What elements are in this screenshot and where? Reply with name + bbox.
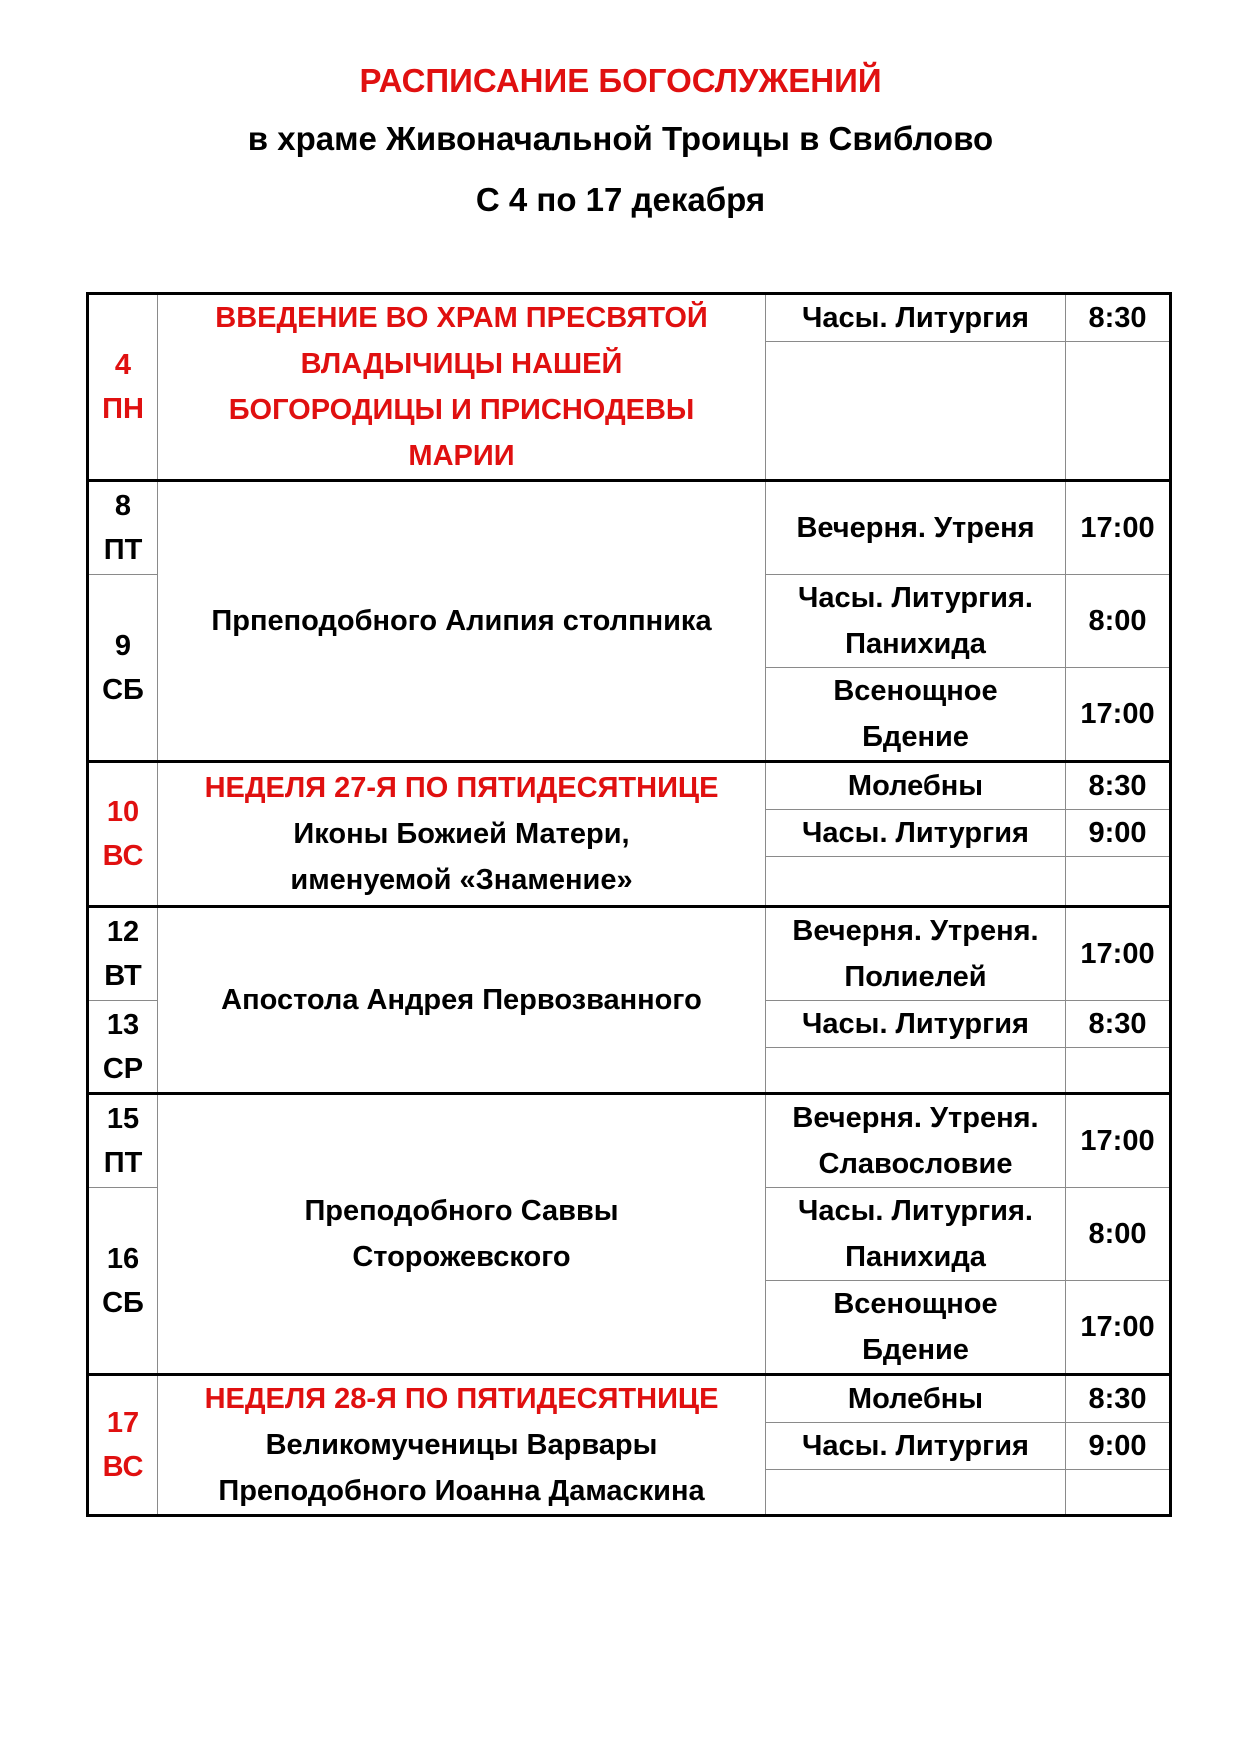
day-cell: 16 СБ: [88, 1188, 158, 1375]
service-name: Вечерня. Утреня: [766, 481, 1066, 575]
service-time: 8:30: [1066, 1001, 1171, 1048]
feast-cell: Преподобного Саввы Сторожевского: [158, 1094, 766, 1375]
service-name: [766, 1048, 1066, 1094]
service-name: Вечерня. Утреня. Славословие: [766, 1094, 1066, 1188]
feast-cell: Прпеподобного Алипия столпника: [158, 481, 766, 762]
date-range: С 4 по 17 декабря: [475, 181, 766, 218]
day-cell: 13 СР: [88, 1001, 158, 1094]
service-name: Часы. Литургия: [766, 1001, 1066, 1048]
schedule-row: [88, 762, 1171, 810]
service-time: 8:30: [1066, 762, 1171, 810]
service-name: Вечерня. Утреня. Полиелей: [766, 907, 1066, 1001]
service-time: 8:00: [1066, 1188, 1171, 1281]
feast-cell: ВВЕДЕНИЕ ВО ХРАМ ПРЕСВЯТОЙ ВЛАДЫЧИЦЫ НАШЕЙ БОГОРОДИЦЫ И ПРИСНОДЕВЫ МАРИИ: [158, 294, 766, 481]
service-time: [1066, 1048, 1171, 1094]
service-time: 17:00: [1066, 1281, 1171, 1375]
service-name: Часы. Литургия. Панихида: [766, 1188, 1066, 1281]
service-name: Молебны: [766, 1375, 1066, 1423]
page-title: РАСПИСАНИЕ БОГОСЛУЖЕНИЙ: [359, 62, 882, 99]
service-name: Часы. Литургия. Панихида: [766, 575, 1066, 668]
service-name: Всенощное Бдение: [766, 668, 1066, 762]
service-name: [766, 857, 1066, 907]
church-name: в храме Живоначальной Троицы в Свиблово: [247, 120, 994, 157]
day-cell: 10 ВС: [88, 762, 158, 907]
service-time: 17:00: [1066, 907, 1171, 1001]
feast-cell: Апостола Андрея Первозванного: [158, 907, 766, 1094]
service-time: 8:30: [1066, 294, 1171, 342]
service-time: 8:30: [1066, 1375, 1171, 1423]
day-cell: 17 ВС: [88, 1375, 158, 1516]
service-name: Часы. Литургия: [766, 810, 1066, 857]
service-time: 8:00: [1066, 575, 1171, 668]
service-name: [766, 1470, 1066, 1516]
service-name: Всенощное Бдение: [766, 1281, 1066, 1375]
schedule-row: [88, 907, 1171, 1001]
schedule-row: [88, 481, 1171, 575]
service-time: [1066, 1470, 1171, 1516]
service-time: 9:00: [1066, 810, 1171, 857]
service-name: [766, 342, 1066, 481]
day-cell: 4 ПН: [88, 294, 158, 481]
service-name: Часы. Литургия: [766, 294, 1066, 342]
day-cell: 9 СБ: [88, 575, 158, 762]
service-time: 9:00: [1066, 1423, 1171, 1470]
feast-cell: НЕДЕЛЯ 28-Я ПО ПЯТИДЕСЯТНИЦЕ Великомученицы Варвары Преподобного Иоанна Дамаскина: [158, 1375, 766, 1516]
schedule-row: [88, 294, 1171, 342]
schedule-row: [88, 1375, 1171, 1423]
service-name: Часы. Литургия: [766, 1423, 1066, 1470]
service-name: Молебны: [766, 762, 1066, 810]
schedule-table: [86, 292, 1172, 1517]
day-cell: 8 ПТ: [88, 481, 158, 575]
day-cell: 12 ВТ: [88, 907, 158, 1001]
service-time: 17:00: [1066, 668, 1171, 762]
service-time: 17:00: [1066, 481, 1171, 575]
service-time: [1066, 342, 1171, 481]
service-time: 17:00: [1066, 1094, 1171, 1188]
feast-cell: НЕДЕЛЯ 27-Я ПО ПЯТИДЕСЯТНИЦЕ Иконы Божией Матери, именуемой «Знамение»: [158, 762, 766, 907]
day-cell: 15 ПТ: [88, 1094, 158, 1188]
schedule-row: [88, 1094, 1171, 1188]
service-time: [1066, 857, 1171, 907]
